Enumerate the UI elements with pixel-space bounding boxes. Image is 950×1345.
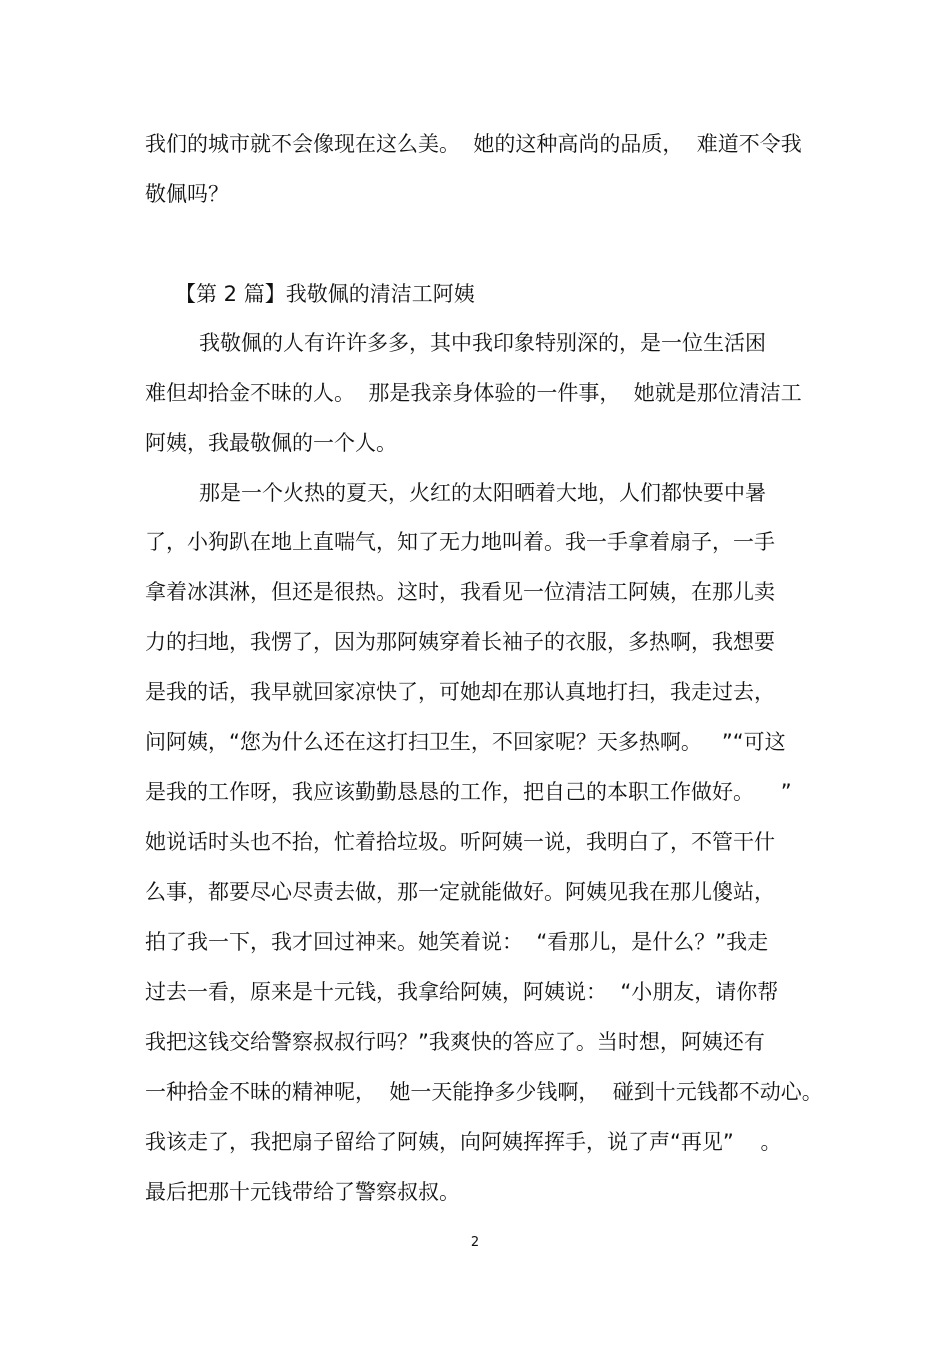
- paragraph-line: 阿姨，我最敬佩的一个人。: [145, 431, 397, 455]
- continuation-line: 敬佩吗？: [145, 182, 229, 206]
- paragraph-line: 拿着冰淇淋，但还是很热。这时，我看见一位清洁工阿姨，在那儿卖: [145, 580, 775, 604]
- paragraph-line: 是我的话，我早就回家凉快了，可她却在那认真地打扫，我走过去，: [145, 680, 775, 704]
- paragraph-line: 她说话时头也不抬，忙着拾垃圾。听阿姨一说，我明白了，不管干什: [145, 830, 775, 854]
- paragraph-line: 了，小狗趴在地上直喘气，知了无力地叫着。我一手拿着扇子，一手: [145, 530, 775, 554]
- paragraph-line: 我把这钱交给警察叔叔行吗？”我爽快的答应了。当时想，阿姨还有: [145, 1030, 765, 1054]
- paragraph-line: 那是一个火热的夏天，火红的太阳晒着大地，人们都快要中暑: [199, 481, 766, 505]
- paragraph-line: 拍了我一下，我才回过神来。她笑着说： “看那儿，是什么？”我走: [145, 930, 769, 954]
- paragraph-line: 我该走了，我把扇子留给了阿姨，向阿姨挥挥手，说了声“再见” 。: [145, 1130, 782, 1154]
- paragraph-line: 最后把那十元钱带给了警察叔叔。: [145, 1180, 460, 1204]
- paragraph-line: 一种拾金不昧的精神呢， 她一天能挣多少钱啊， 碰到十元钱都不动心。: [145, 1080, 823, 1104]
- paragraph-line: 么事，都要尽心尽责去做，那一定就能做好。阿姨见我在那儿傻站，: [145, 880, 775, 904]
- page-number: 2: [470, 1235, 480, 1250]
- continuation-line: 我们的城市就不会像现在这么美。 她的这种高尚的品质， 难道不令我: [145, 132, 802, 156]
- paragraph-line: 难但却拾金不昧的人。 那是我亲身体验的一件事， 她就是那位清洁工: [145, 381, 802, 405]
- paragraph-line: 力的扫地，我愣了，因为那阿姨穿着长袖子的衣服，多热啊，我想要: [145, 630, 775, 654]
- paragraph-line: 问阿姨，“您为什么还在这打扫卫生，不回家呢？天多热啊。 ”“可这: [145, 730, 786, 754]
- section-heading: 【第 2 篇】我敬佩的清洁工阿姨: [175, 282, 475, 306]
- paragraph-line: 是我的工作呀，我应该勤勤恳恳的工作，把自己的本职工作做好。 ”: [145, 780, 792, 804]
- paragraph-line: 我敬佩的人有许许多多，其中我印象特别深的，是一位生活困: [199, 331, 766, 355]
- paragraph-line: 过去一看，原来是十元钱，我拿给阿姨，阿姨说： “小朋友，请你帮: [145, 980, 779, 1004]
